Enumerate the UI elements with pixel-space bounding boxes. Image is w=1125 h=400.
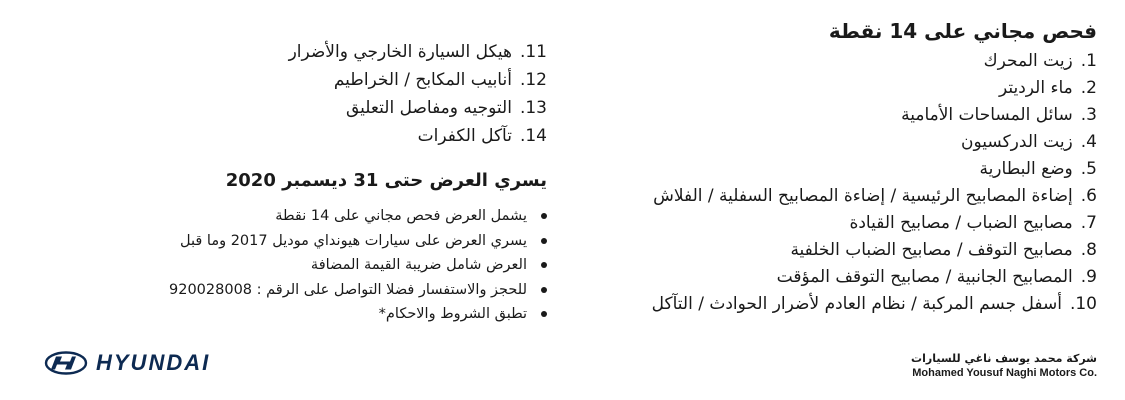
- list-item: 3.سائل المساحات الأمامية: [901, 105, 1097, 125]
- list-item: 12.أنابيب المكابح / الخراطيم: [333, 70, 547, 90]
- bullet-icon: [541, 262, 547, 268]
- list-item: العرض شامل ضريبة القيمة المضافة: [77, 253, 547, 278]
- list-item: يسري العرض على سيارات هيونداي موديل 2017 وما قبل: [77, 229, 547, 254]
- dealer-logo: [911, 352, 1097, 380]
- list-item: 10.أسفل جسم المركبة / نظام العادم لأضرار الحوادث / التآكل: [651, 294, 1097, 314]
- bullet-icon: [541, 238, 547, 244]
- hyundai-logo: [44, 350, 210, 376]
- dealer-name-english: Mohamed Yousuf Naghi Motors Co.: [912, 367, 1097, 379]
- checkup-list-part1: [577, 48, 1097, 318]
- hyundai-emblem-icon: [44, 351, 88, 375]
- list-item: 6.إضاءة المصابيح الرئيسية / إضاءة المصابيح السفلية / الفلاش: [653, 186, 1097, 206]
- list-item: 13.التوجيه ومفاصل التعليق: [346, 98, 547, 118]
- list-item: 5.وضع البطارية: [979, 159, 1097, 179]
- list-item: 2.ماء الرديتر: [998, 78, 1097, 98]
- list-item: تطبق الشروط والاحكام*: [77, 302, 547, 327]
- bullet-icon: [541, 287, 547, 293]
- list-item: 7.مصابيح الضباب / مصابيح القيادة: [849, 213, 1097, 233]
- checkup-list-part2: [77, 38, 547, 150]
- list-item: 1.زيت المحرك: [983, 51, 1097, 71]
- offer-bullets: [77, 204, 547, 327]
- checkup-title: فحص مجاني على 14 نقطة: [828, 19, 1097, 43]
- bullet-icon: [541, 311, 547, 317]
- list-item: 14.تآكل الكفرات: [417, 126, 547, 146]
- checkup-list-section: [577, 18, 1097, 318]
- list-item: يشمل العرض فحص مجاني على 14 نقطة: [77, 204, 547, 229]
- hyundai-wordmark: HYUNDAI: [96, 350, 211, 375]
- list-item: 9.المصابيح الجانبية / مصابيح التوقف المؤقت: [776, 267, 1097, 287]
- list-item: 8.مصابيح التوقف / مصابيح الضباب الخلفية: [790, 240, 1097, 260]
- dealer-name-arabic: شركة محمد يوسف ناغي للسيارات: [911, 352, 1097, 365]
- offer-section: [77, 38, 547, 327]
- list-item: 11.هيكل السيارة الخارجي والأضرار: [288, 42, 547, 62]
- offer-title: يسري العرض حتى 31 ديسمبر 2020: [225, 170, 547, 191]
- list-item: للحجز والاستفسار فضلا التواصل على الرقم : 920028008: [77, 278, 547, 303]
- bullet-icon: [541, 213, 547, 219]
- list-item: 4.زيت الدركسيون: [961, 132, 1097, 152]
